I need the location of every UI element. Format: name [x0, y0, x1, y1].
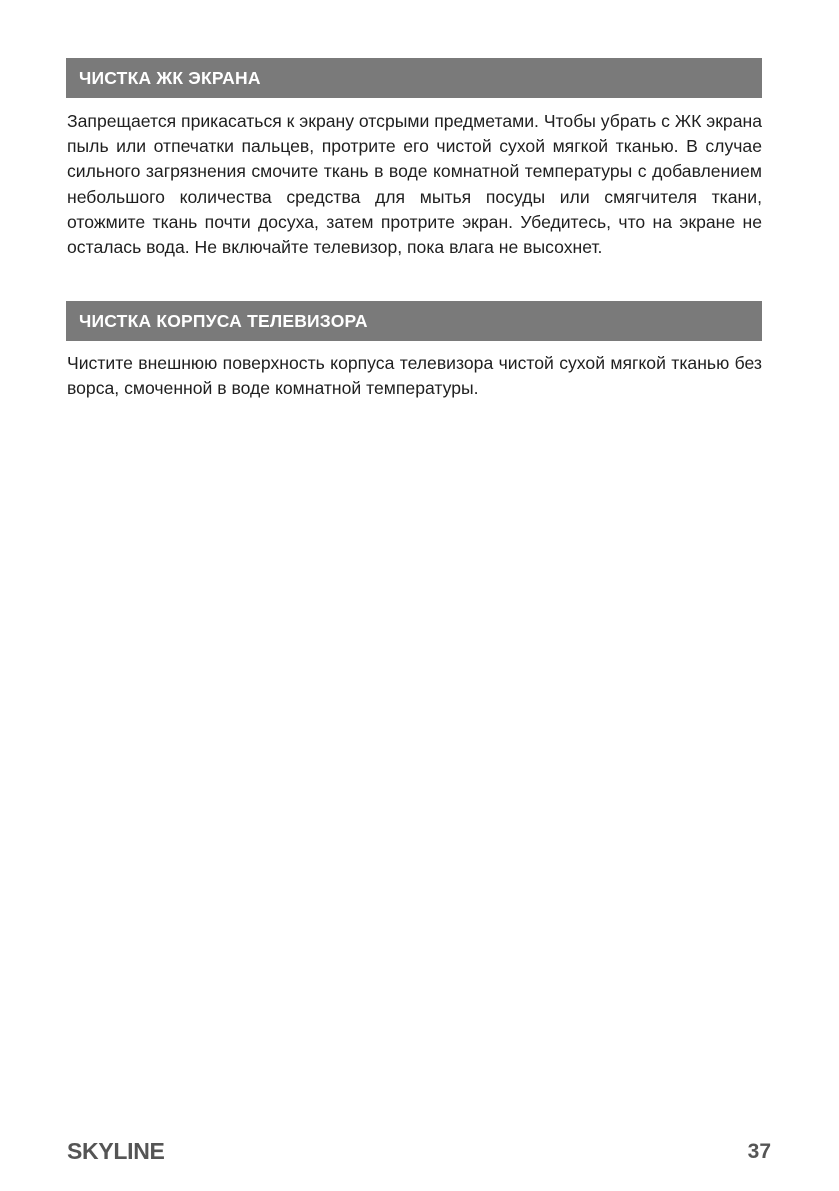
section-heading: ЧИСТКА КОРПУСА ТЕЛЕВИЗОРА — [79, 311, 368, 331]
section-header-lcd-cleaning — [66, 58, 762, 98]
brand-logo-text: SKYLINE — [67, 1138, 165, 1164]
section-paragraph: Чистите внешнюю поверхность корпуса телевизора чистой сухой мягкой тканью без ворса, смоченной в воде комнатной температуры. — [67, 353, 762, 399]
section-header-case-cleaning — [66, 301, 762, 341]
page-number: 37 — [747, 1140, 771, 1163]
section-paragraph: Запрещается прикасаться к экрану отсрыми предметами. Чтобы убрать с ЖК экрана пыль или отпечатки пальцев, протрите его чистой сухой мягкой тканью. В случае сильного загрязнения смочите ткань в воде комнатной температуры с добавлением небольшого количества средства для мытья посуды или смягчителя ткани, отожмите ткань почти досуха, затем протрите экран. Убедитесь, что на экране не осталась вода. Не включайте телевизор, пока влага не высохнет. — [67, 111, 762, 258]
section-heading: ЧИСТКА ЖК ЭКРАНА — [79, 68, 261, 88]
